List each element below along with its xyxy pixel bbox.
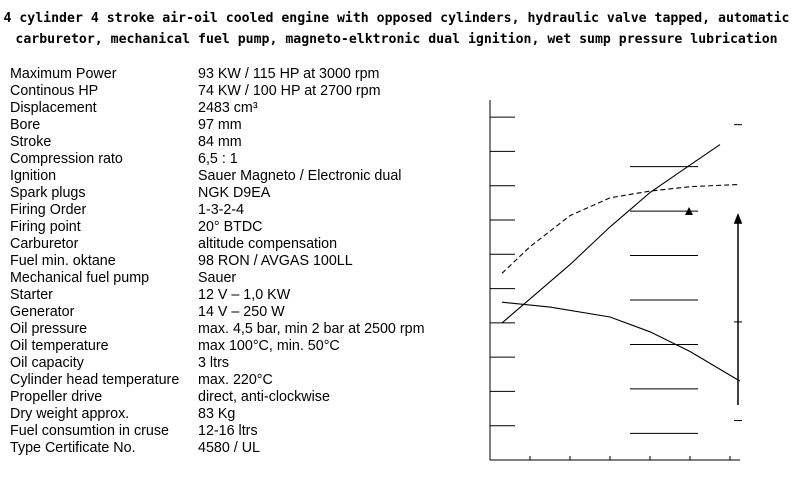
spec-label: Ignition (10, 168, 57, 184)
spec-value: 6,5 : 1 (198, 151, 238, 167)
spec-label: Propeller drive (10, 389, 103, 405)
spec-label: Firing Order (10, 202, 87, 218)
spec-value: 12-16 ltrs (198, 423, 258, 439)
spec-label: Carburetor (10, 236, 79, 252)
spec-value: 98 RON / AVGAS 100LL (198, 253, 353, 269)
spec-label: Fuel min. oktane (10, 253, 116, 269)
spec-value: max. 220°C (198, 372, 273, 388)
spec-label: Displacement (10, 100, 97, 116)
spec-value: 93 KW / 115 HP at 3000 rpm (198, 66, 380, 82)
description-line-1: 4 cylinder 4 stroke air-oil cooled engine with opposed cylinders, hydraulic valve tapped, automatic (3, 11, 790, 26)
spec-label: Cylinder head temperature (10, 372, 180, 388)
spec-value: 1-3-2-4 (198, 202, 245, 218)
spec-label: Spark plugs (10, 185, 86, 201)
spec-label: Maximum Power (10, 66, 117, 82)
spec-label: Continous HP (10, 83, 99, 99)
engine-description (0, 8, 793, 50)
spec-value: Sauer (198, 270, 237, 286)
spec-label: Dry weight approx. (10, 406, 130, 422)
spec-label: Oil temperature (10, 338, 109, 354)
spec-label: Type Certificate No. (10, 440, 136, 456)
spec-value: Sauer Magneto / Electronic dual (198, 168, 402, 184)
spec-value: direct, anti-clockwise (198, 389, 330, 405)
performance-chart (440, 55, 790, 482)
spec-label: Fuel consumtion in cruse (10, 423, 169, 439)
spec-value: 14 V – 250 W (198, 304, 285, 320)
description-line-2: carburetor, mechanical fuel pump, magneto-elktronic dual ignition, wet sump pressure lubrication (15, 32, 778, 47)
spec-value: 4580 / UL (198, 440, 260, 456)
spec-value: 74 KW / 100 HP at 2700 rpm (198, 83, 381, 99)
spec-label: Generator (10, 304, 75, 320)
up-arrow-icon (734, 213, 742, 223)
spec-value: max. 4,5 bar, min 2 bar at 2500 rpm (198, 321, 425, 337)
n0-series-line (502, 145, 720, 323)
spec-label: Oil pressure (10, 321, 88, 337)
spec-label: Oil capacity (10, 355, 84, 371)
spec-value: NGK D9EA (198, 185, 271, 201)
spec-value: 20° BTDC (198, 219, 263, 235)
spec-value: 12 V – 1,0 KW (198, 287, 291, 303)
spec-value: max 100°C, min. 50°C (198, 338, 340, 354)
md-series-line (502, 184, 740, 273)
spec-label: Compression rato (10, 151, 123, 167)
spec-value: 83 Kg (198, 406, 236, 422)
spec-label: Bore (10, 117, 41, 133)
spec-value: 84 mm (198, 134, 242, 150)
spec-label: Starter (10, 287, 53, 303)
spec-value: altitude compensation (198, 236, 338, 252)
spec-label: Firing point (10, 219, 81, 235)
spec-label: Stroke (10, 134, 52, 150)
spec-label: Mechanical fuel pump (10, 270, 150, 286)
spec-value: 2483 cm³ (198, 100, 258, 116)
spec-value: 3 ltrs (198, 355, 229, 371)
spec-value: 97 mm (198, 117, 242, 133)
be-series-line (502, 302, 740, 381)
